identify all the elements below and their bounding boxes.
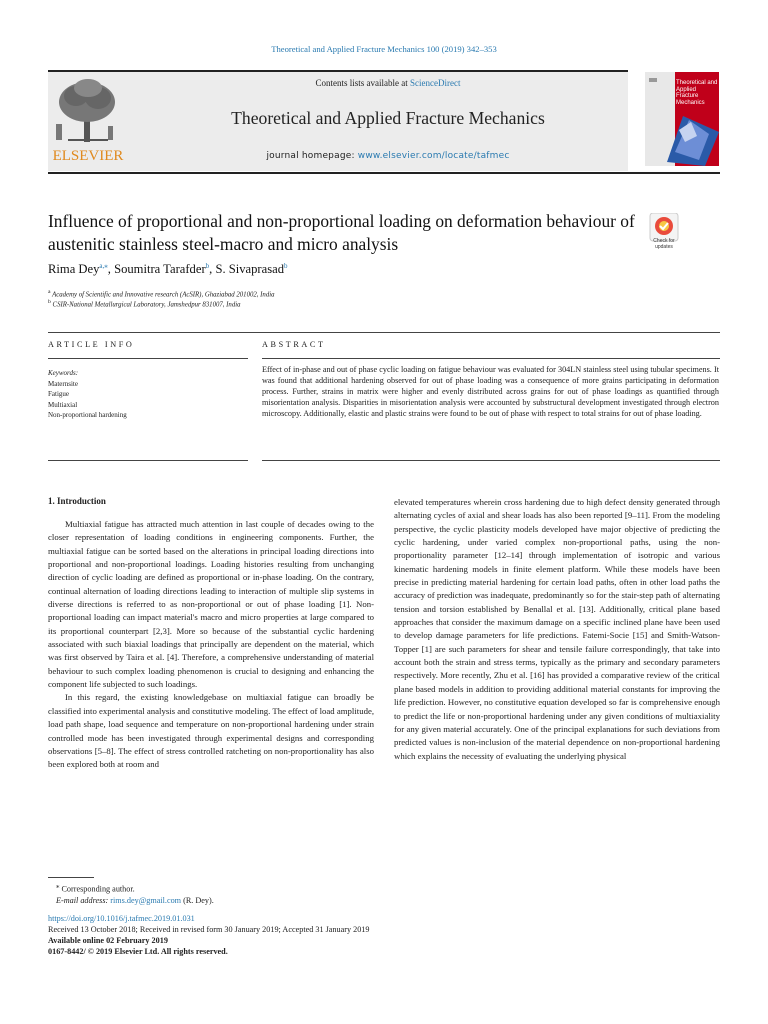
abstract-heading: ABSTRACT [262, 340, 326, 349]
affiliation-text: CSIR-National Metallurgical Laboratory, Jamshedpur 831007, India [52, 301, 241, 309]
doi-link[interactable]: https://doi.org/10.1016/j.tafmec.2019.01.031 [48, 914, 195, 923]
affiliation-marker: b [48, 299, 51, 305]
author-email-link[interactable]: rims.dey@gmail.com [110, 895, 182, 905]
body-right-column [394, 496, 720, 763]
section-divider [48, 332, 720, 333]
corresponding-author-footnote [48, 881, 214, 906]
article-title: Influence of proportional and non-proportional loading on deformation behaviour of austenitic stainless steel-macro and micro analysis [48, 211, 635, 254]
corresponding-author-label: Corresponding author. [61, 884, 135, 894]
publisher-logo-text: ELSEVIER [52, 148, 124, 164]
abstract-text: Effect of in-phase and out of phase cyclic loading on fatigue behaviour was evaluated for 304LN stainless steel using tubular specimens. It was found that additional hardening observed for out of phase loading was a consequence of more grains participating in deformation process. Further, strains in matrix were higher and evenly distributed across grains for out of phase loadings as quantified through misorientation analysis. Disparities in misorientation analysis were accounted by substructural development investigated through electron microscopy. Additionally, elastic and plastic strains were found to be out of phase with respect to total strains for out of phase loading. [262, 365, 719, 419]
affiliation [48, 299, 241, 308]
author-list: Rima Dey$^{a,⁎}$, Soumitra Tarafder$^b$, S. Sivaprasad$^b$ [48, 262, 288, 277]
affiliation-marker: a [48, 289, 51, 295]
received-dates: Received 13 October 2018; Received in revised form 30 January 2019; Accepted 31 January 2019 [48, 924, 370, 934]
available-online: Available online 02 February 2019 [48, 935, 168, 945]
journal-homepage-link[interactable]: www.elsevier.com/locate/tafmec [357, 151, 510, 161]
author-affiliation-marker[interactable]: b [284, 262, 288, 270]
affiliation [48, 289, 275, 298]
elsevier-tree-icon [48, 74, 128, 166]
email-label: E-mail address: [56, 895, 111, 905]
elsevier-logo[interactable] [48, 74, 128, 166]
keyword-item: Maternsite [48, 379, 78, 388]
footnote-marker: ⁎ [56, 883, 60, 890]
body-paragraph: elevated temperatures wherein cross hardening due to high defect density generated through alternating cycles of axial and shear loads has also been reported [9–11]. From the modeling perspective, the cyclic plasticity models developed have major objective of predicting the cyclic hardening, under varied complex non-proportional paths, using the non-proportionality parameter [12–14] through implementation of isotropic and various kinematic hardening models in finite element platform. While these models have been precise in predicting material hardening for certain load paths, often in other load paths the accuracy of prediction was inadequate, predominantly so for the stair-step path of alternating tension and torsion established by Benallal et al. [13]. Additionally, critical plane based approaches that consider the maximum damage on a specific inclined plane have been used to develop damage parameters for life predictions. Fatemi-Socie [15] and Smith-Watson-Topper [1] are such parameters for shear and tensile failure correspondingly, that take into account both the strain and stress terms, typically as the primary and secondary parameters respectively. More recently, Zhu et al. [16] has provided a comparative review of the critical plane based models in addition to providing additional material constants for improving the life prediction. However, no constitutive equation developed so far is comprehensive enough to predict the life or non-proportional hardening under any given conditions of multiaxiality for any given material accurately. One of the principal explanations for such deviations from predicted values is non-inclusion of the material dependence on non-proportional hardening which explains the necessity of evaluating the underlying physical [394, 497, 720, 761]
author-name[interactable]: S. Sivaprasad [215, 262, 284, 277]
article-meta-footer [48, 914, 370, 958]
article-info-heading: ARTICLE INFO [48, 340, 135, 349]
contents-available-line [148, 78, 628, 88]
abstract-rule [262, 358, 720, 359]
check-for-updates-button[interactable] [644, 213, 684, 253]
body-left-column [48, 518, 374, 772]
author-name[interactable]: Rima Dey [48, 262, 100, 277]
journal-citation-link[interactable]: Theoretical and Applied Fracture Mechanics 100 (2019) 342–353 [271, 44, 497, 54]
article-info-bottom-rule [48, 460, 248, 461]
copyright: 0167-8442/ © 2019 Elsevier Ltd. All rights reserved. [48, 946, 228, 956]
cover-journal-title: Theoretical and Applied Fracture Mechanics [676, 80, 718, 106]
affiliation-text: Academy of Scientific and Innovative research (AcSIR), Ghaziabad 201002, India [52, 291, 275, 299]
author-affiliation-marker[interactable]: a,⁎ [99, 262, 108, 270]
author-affiliation-marker[interactable]: b [205, 262, 210, 270]
keywords-label: Keywords: [48, 369, 79, 377]
contents-prefix: Contents lists available at [315, 78, 410, 88]
journal-title: Theoretical and Applied Fracture Mechanics [231, 108, 545, 128]
introduction-heading: 1. Introduction [48, 496, 106, 506]
keyword-item: Non-proportional hardening [48, 411, 127, 420]
keyword-item: Multiaxial [48, 400, 78, 409]
footnote-rule [48, 877, 94, 878]
keyword-item: Fatigue [48, 390, 69, 399]
body-paragraph: In this regard, the existing knowledgebase on multiaxial fatigue can broadly be classified into experimental analysis and constitutive modeling. The effect of load amplitude, load path shape, load sequence and temperature on non-proportional hardening under strain controlled mode has been investigated through experimental designs and corresponding observations [5–8]. The effect of stress controlled ratcheting on non-proportionality has also been explored both at room and [48, 692, 375, 770]
homepage-prefix: journal homepage: [266, 151, 358, 161]
abstract-bottom-rule [262, 460, 720, 461]
email-suffix: (R. Dey). [181, 895, 214, 905]
check-updates-label: Check for updates [653, 238, 675, 250]
author-name[interactable]: Soumitra Tarafder [114, 262, 206, 277]
article-info-rule [48, 358, 248, 359]
keywords-block [48, 368, 127, 421]
header-rule [48, 172, 720, 174]
journal-homepage-line [148, 151, 628, 161]
body-paragraph: Multiaxial fatigue has attracted much attention in last couple of decades owing to the closer representation of loading conditions in engineering components. Further, the multiaxial fatigue can be sorted based on the alterations in principal loading directions into proportional and non-proportional loadings. Loading histories resulting from unchanging direction of cyclic loading are defined as proportional or in-phase loading. On the contrary, continual alternation of loading directions leading to interaction of multiple slip systems in diverse directions is referred to as non-proportional or out of phase loading [1]. Non-proportional loading can impact material's macro and micro properties at large compared to its proportional counterpart [2,3]. More so because of the substantial cyclic hardening associated with such biaxial loadings that principally are dependent on the material, which was first observed by Taira et al. [4]. Therefore, a comprehensive understanding of material behaviour to such complex loading phenomenon is crucial to designing and enhancing the component life subjected to such loadings. [48, 519, 374, 690]
sciencedirect-link[interactable]: ScienceDirect [410, 78, 461, 88]
